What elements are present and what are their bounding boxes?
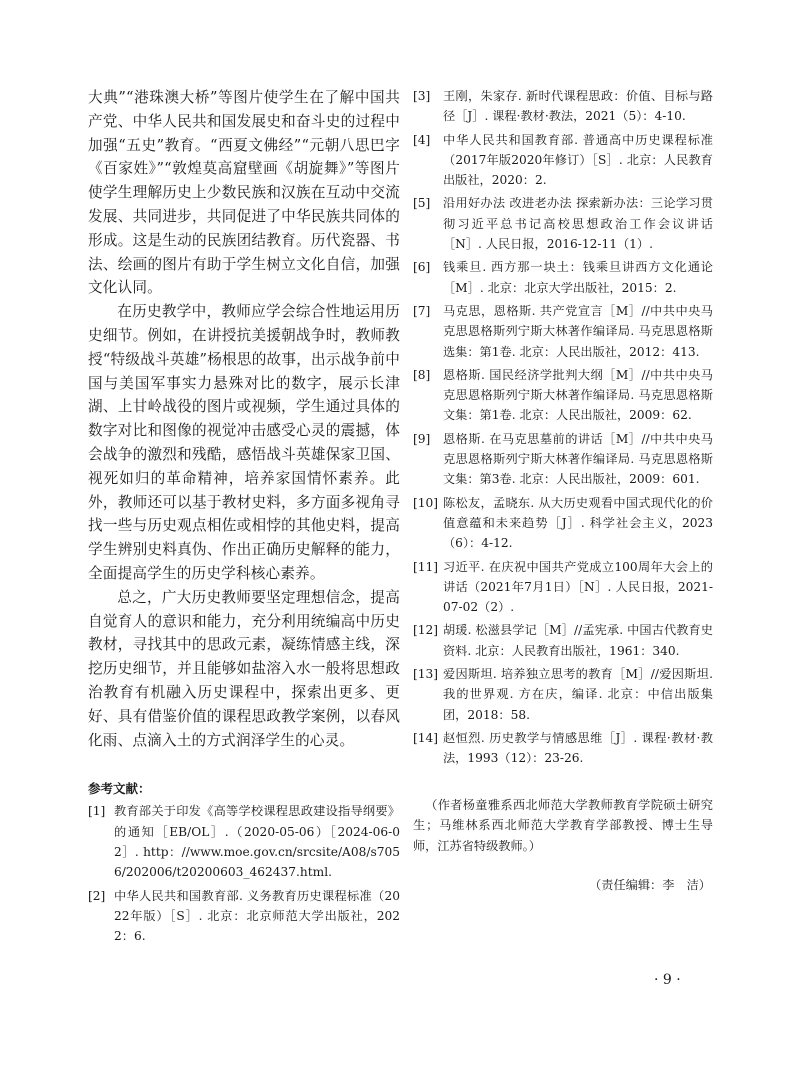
reference-item [413,664,713,725]
reference-text: 马克思，恩格斯. 共产党宣言［M］//中共中央马克思恩格斯列宁斯大林著作编译局. 马克思恩格斯选集：第1卷. 北京：人民出版社，2012：413. [443,303,713,359]
reference-number: [8] [413,367,431,382]
reference-number: [9] [413,431,431,446]
author-note: （作者杨童雅系西北师范大学教师教育学院硕士研究生；马维林系西北师范大学教育学部教授、博士生导师，江苏省特级教师。） [413,797,713,853]
reference-text: 恩格斯. 在马克思墓前的讲话［M］//中共中央马克思恩格斯列宁斯大林著作编译局. 马克思恩格斯文集：第3卷. 北京：人民出版社，2009：601. [443,431,713,487]
reference-item [88,801,400,882]
reference-number: [5] [413,196,431,211]
right-column [413,86,713,893]
reference-text: 教育部关于印发《高等学校课程思政建设指导纲要》的通知［EB/OL］.（2020-05-06）［2024-06-02］. http：//www.moe.gov.cn/srcsite/A08/s7056/202006/t20200603_462437.html. [114,804,400,880]
reference-text: 陈松友，孟晓东. 从大历史观看中国式现代化的价值意蕴和未来趋势［J］. 科学社会主义，2023（6）：4-12. [443,495,713,551]
editor-line: （责任编辑：李 洁） [589,878,711,892]
reference-text: 中华人民共和国教育部. 义务教育历史课程标准（2022年版）［S］. 北京：北京师范大学出版社，2022：6. [114,888,400,944]
body-paragraph-2: 在历史教学中，教师应学会综合性地运用历史细节。例如，在讲授抗美援朝战争时，教师教授“特级战斗英雄”杨根思的故事，出示战争前中国与美国军事实力悬殊对比的数字，展示长津湖、上甘岭战役的图片或视频，学生通过具体的数字对比和图像的视觉冲击感受心灵的震撼，体会战争的激烈和残酷，感悟战斗英雄保家卫国、视死如归的革命精神，培养家国情怀素养。此外，教师还可以基于教材史料，多方面多视角寻找一些与历史观点相佐或相悖的其他史料，提高学生辨别史料真伪、作出正确历史解释的能力，全面提高学生的历史学科核心素养。 [88,303,400,582]
reference-item [413,620,713,661]
reference-item [413,429,713,490]
reference-item [88,886,400,947]
reference-item [413,257,713,298]
reference-item [413,728,713,769]
reference-item [413,493,713,554]
reference-item [413,301,713,362]
reference-text: 钱乘旦. 西方那一块土：钱乘旦讲西方文化通论［M］. 北京：北京大学出版社，2015：2. [443,260,713,295]
reference-item [413,130,713,191]
page-number: · 9 · [654,972,681,988]
reference-text: 沿用好办法 改进老办法 探索新办法：三论学习贯彻习近平总书记高校思想政治工作会议讲话［N］. 人民日报，2016-12-11（1）. [443,196,713,252]
left-column [88,86,400,949]
reference-number: [11] [413,559,439,574]
reference-item [413,365,713,426]
reference-number: [12] [413,623,439,638]
body-paragraph-1: 大典”“港珠澳大桥”等图片使学生在了解中国共产党、中华人民共和国发展史和奋斗史的过程中加强“五史”教育。“西夏文佛经”“元朝八思巴字《百家姓》”“敦煌莫高窟壁画《胡旋舞》”等图片使学生理解历史上少数民族和汉族在互动中交流发展、共同进步，共同促进了中华民族共同体的形成。这是生动的民族团结教育。历代瓷器、书法、绘画的图片有助于学生树立文化自信，加强文化认同。 [88,89,400,297]
reference-item [413,557,713,618]
references-title: 参考文献： [88,781,151,797]
reference-number: [4] [413,132,431,147]
reference-number: [13] [413,667,439,682]
reference-text: 胡瑗. 松滋县学记［M］//孟宪承. 中国古代教育史资料. 北京：人民教育出版社，1961：340. [443,623,713,658]
reference-number: [6] [413,260,431,275]
reference-text: 王刚，朱家存. 新时代课程思政：价值、目标与路径［J］. 课程·教材·教法，2021（5）：4-10. [443,89,713,124]
reference-item [413,86,713,127]
reference-text: 赵恒烈. 历史教学与情感思维［J］. 课程·教材·教法，1993（12）：23-26. [443,730,713,766]
reference-number: [10] [413,495,439,510]
reference-number: [3] [413,89,431,103]
reference-item [413,193,713,254]
reference-text: 恩格斯. 国民经济学批判大纲［M］//中共中央马克思恩格斯列宁斯大林著作编译局. 马克思恩格斯文集：第1卷. 北京：人民出版社，2009：62. [443,367,713,423]
reference-number: [7] [413,303,431,318]
reference-text: 中华人民共和国教育部. 普通高中历史课程标准（2017年版2020年修订）［S］. 北京：人民教育出版社，2020：2. [443,132,713,188]
body-paragraph-3: 总之，广大历史教师要坚定理想信念，提高自觉育人的意识和能力，充分利用统编高中历史教材，寻找其中的思政元素，凝练情感主线，深挖历史细节，并且能够如盐溶入水一般将思想政治教育有机融入历史课程中，探索出更多、更好、具有借鉴价值的课程思政教学案例，以春风化雨、点滴入土的方式润泽学生的心灵。 [88,588,400,749]
reference-number: [1] [88,804,106,819]
reference-text: 习近平. 在庆祝中国共产党成立100周年大会上的讲话（2021年7月1日）［N］. 人民日报，2021-07-02（2）. [443,559,713,615]
reference-number: [2] [88,888,106,903]
reference-number: [14] [413,730,439,745]
reference-text: 爱因斯坦. 培养独立思考的教育［M］//爱因斯坦. 我的世界观. 方在庆，编译. 北京：中信出版集团，2018：58. [443,667,713,722]
